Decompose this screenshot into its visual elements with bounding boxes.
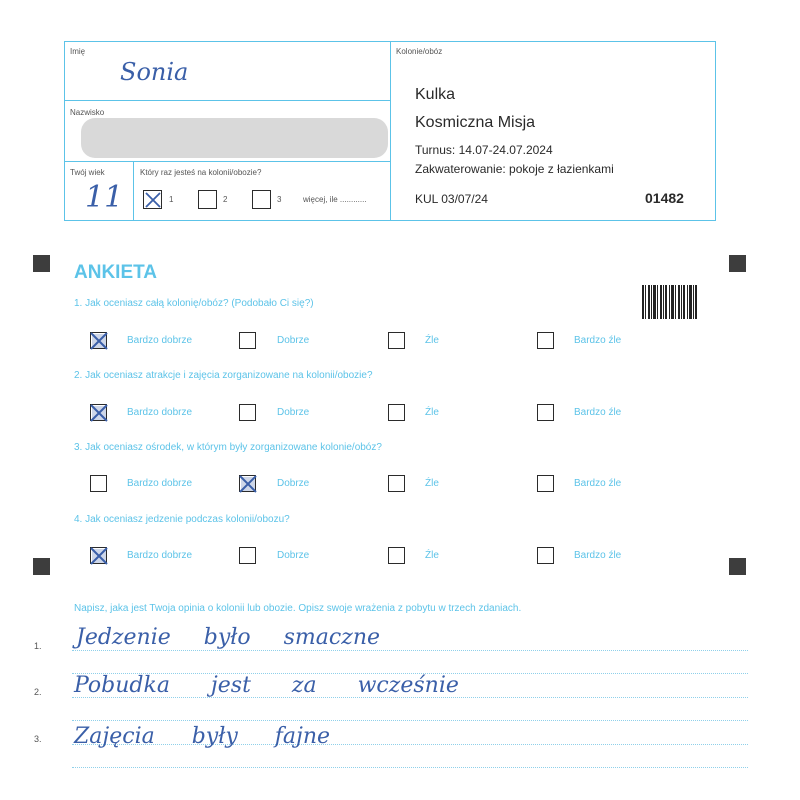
q4-option-dobrze: Dobrze: [277, 550, 310, 561]
name-value: Sonia: [120, 58, 189, 86]
name-label: Imię: [70, 47, 86, 56]
camp-code: KUL 03/07/24: [415, 192, 488, 206]
q3-option-dobrze: Dobrze: [277, 478, 310, 489]
q3-checkbox-zle[interactable]: [388, 475, 405, 492]
q4-option-bardzo-dobrze: Bardzo dobrze: [127, 550, 193, 561]
times-option-2: 2: [223, 195, 228, 204]
times-checkbox-2[interactable]: [198, 190, 217, 209]
q4-option-bardzo-zle: Bardzo źle: [574, 550, 622, 561]
times-checkbox-3[interactable]: [252, 190, 271, 209]
question-4: 4. Jak oceniasz jedzenie podczas kolonii/obozu?: [74, 514, 290, 525]
q1-checkbox-dobrze[interactable]: [239, 332, 256, 349]
line-number-3: 3.: [34, 734, 42, 744]
writing-line: [72, 767, 748, 768]
times-option-3: 3: [277, 195, 282, 204]
q2-checkbox-bardzo-zle[interactable]: [537, 404, 554, 421]
header-box: [64, 41, 716, 221]
q3-option-bardzo-dobrze: Bardzo dobrze: [127, 478, 193, 489]
q1-checkbox-bardzo-dobrze[interactable]: [90, 332, 107, 349]
x-mark-icon: [88, 402, 110, 424]
q2-checkbox-dobrze[interactable]: [239, 404, 256, 421]
q1-checkbox-bardzo-zle[interactable]: [537, 332, 554, 349]
turnus: Turnus: 14.07-24.07.2024: [415, 143, 553, 157]
q1-option-bardzo-dobrze: Bardzo dobrze: [127, 335, 193, 346]
q4-option-zle: Źle: [425, 550, 439, 561]
q1-checkbox-zle[interactable]: [388, 332, 405, 349]
line-number-1: 1.: [34, 641, 42, 651]
barcode-icon: [642, 285, 698, 319]
registration-mark-icon: [729, 255, 746, 272]
camp-name: Kulka: [415, 86, 456, 103]
accommodation: Zakwaterowanie: pokoje z łazienkami: [415, 162, 614, 176]
question-1: 1. Jak oceniasz całą kolonię/obóz? (Podobało Ci się?): [74, 298, 314, 309]
times-checkbox-1[interactable]: [143, 190, 162, 209]
camp-program: Kosmiczna Misja: [415, 114, 536, 131]
writing-line: [72, 720, 748, 721]
opinion-prompt: Napisz, jaka jest Twoja opinia o kolonii lub obozie. Opisz swoje wrażenia z pobytu w trzech zdaniach.: [74, 603, 522, 614]
q4-checkbox-zle[interactable]: [388, 547, 405, 564]
q4-checkbox-bardzo-zle[interactable]: [537, 547, 554, 564]
answer-2: Pobudka jest za wcześnie: [74, 673, 459, 698]
times-more: więcej, ile ............: [303, 195, 367, 204]
q4-checkbox-bardzo-dobrze[interactable]: [90, 547, 107, 564]
q3-checkbox-bardzo-zle[interactable]: [537, 475, 554, 492]
registration-mark-icon: [33, 558, 50, 575]
q2-option-dobrze: Dobrze: [277, 407, 310, 418]
question-2: 2. Jak oceniasz atrakcje i zajęcia zorganizowane na kolonii/obozie?: [74, 370, 373, 381]
x-mark-icon: [142, 189, 164, 211]
q3-checkbox-dobrze[interactable]: [239, 475, 256, 492]
q3-option-zle: Źle: [425, 478, 439, 489]
survey-title: ANKIETA: [74, 262, 158, 283]
x-mark-icon: [88, 330, 110, 352]
answer-3: Zajęcia były fajne: [74, 724, 331, 749]
registration-mark-icon: [729, 558, 746, 575]
q1-option-zle: Źle: [425, 335, 439, 346]
surname-label: Nazwisko: [70, 108, 105, 117]
camp-label: Kolonie/obóz: [396, 47, 443, 56]
q4-checkbox-dobrze[interactable]: [239, 547, 256, 564]
line-number-2: 2.: [34, 687, 42, 697]
q2-checkbox-bardzo-dobrze[interactable]: [90, 404, 107, 421]
q3-option-bardzo-zle: Bardzo źle: [574, 478, 622, 489]
q1-option-bardzo-zle: Bardzo źle: [574, 335, 622, 346]
age-value: 11: [85, 180, 124, 215]
times-label: Który raz jesteś na kolonii/obozie?: [140, 168, 262, 177]
q2-option-zle: Źle: [425, 407, 439, 418]
form-number: 01482: [645, 190, 684, 206]
q2-checkbox-zle[interactable]: [388, 404, 405, 421]
q2-option-bardzo-zle: Bardzo źle: [574, 407, 622, 418]
registration-mark-icon: [33, 255, 50, 272]
redacted-surname: [81, 118, 388, 158]
writing-line: [72, 650, 748, 651]
times-option-1: 1: [169, 195, 174, 204]
answer-1: Jedzenie było smaczne: [76, 625, 381, 650]
q1-option-dobrze: Dobrze: [277, 335, 310, 346]
x-mark-icon: [88, 545, 110, 567]
question-3: 3. Jak oceniasz ośrodek, w którym były zorganizowane kolonie/obóz?: [74, 442, 382, 453]
q3-checkbox-bardzo-dobrze[interactable]: [90, 475, 107, 492]
x-mark-icon: [237, 473, 259, 495]
q2-option-bardzo-dobrze: Bardzo dobrze: [127, 407, 193, 418]
age-label: Twój wiek: [70, 168, 105, 177]
